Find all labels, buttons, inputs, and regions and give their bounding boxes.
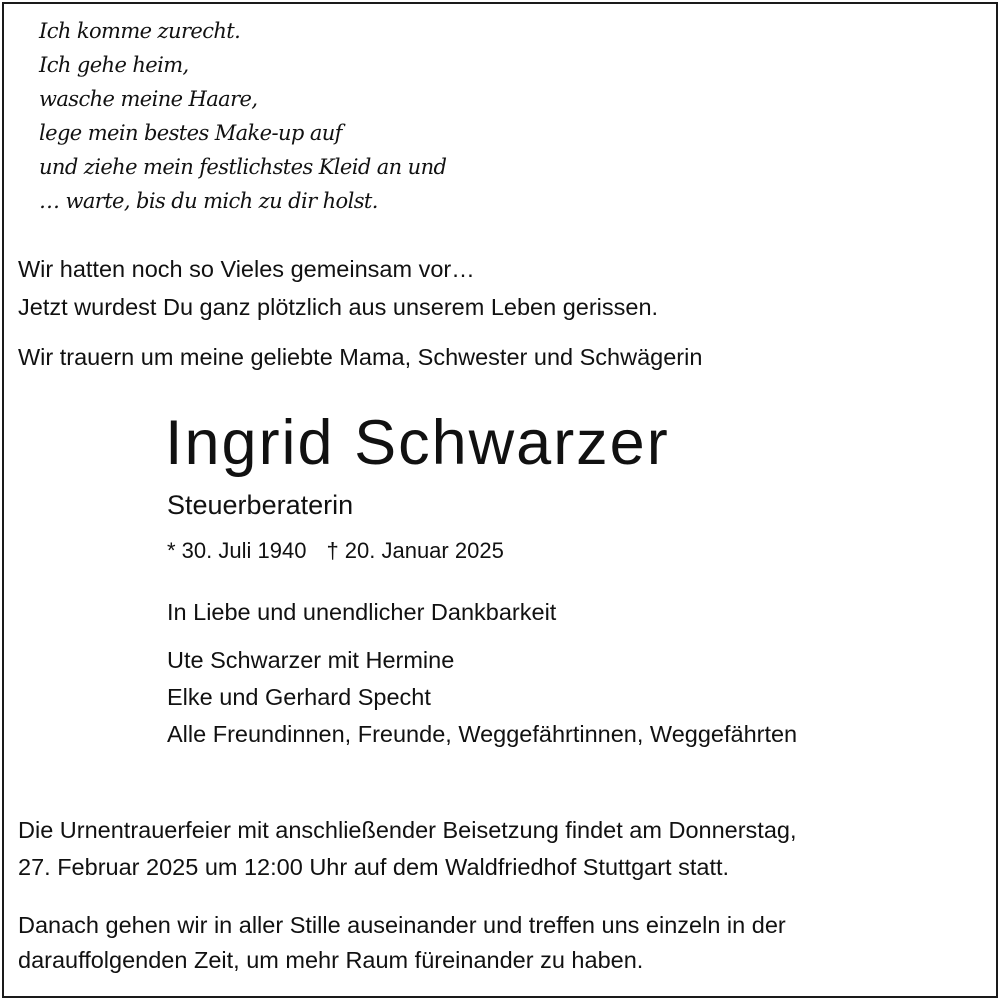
ceremony-line-1: Die Urnentrauerfeier mit anschließender Beisetzung findet am Donnerstag, [18,817,797,843]
poem [39,14,446,218]
closing-line-1: Danach gehen wir in aller Stille auseinander und treffen uns einzeln in der [18,912,786,938]
poem-line: Ich komme zurecht. [39,19,241,43]
deceased-profession: Steuerberaterin [167,490,354,520]
death-date: † 20. Januar 2025 [326,538,504,563]
dedication: In Liebe und unendlicher Dankbarkeit [167,599,557,625]
poem-line: wasche meine Haare, [39,87,258,111]
mourner-name: Elke und Gerhard Specht [167,684,431,710]
mourner-name: Ute Schwarzer mit Hermine [167,647,455,673]
intro-line-2: Jetzt wurdest Du ganz plötzlich aus unserem Leben gerissen. [18,294,659,320]
ceremony-line-2: 27. Februar 2025 um 12:00 Uhr auf dem Waldfriedhof Stuttgart statt. [18,854,730,880]
obituary-notice [2,2,998,998]
poem-line: … warte, bis du mich zu dir holst. [39,189,378,213]
poem-line: und ziehe mein festlichstes Kleid an und [39,155,447,179]
deceased-name: Ingrid Schwarzer [165,408,670,478]
birth-date: * 30. Juli 1940 [167,538,307,563]
mourner-name: Alle Freundinnen, Freunde, Weggefährtinnen, Weggefährten [167,721,798,747]
poem-line: lege mein bestes Make-up auf [39,121,342,145]
closing-line-2: darauffolgenden Zeit, um mehr Raum füreinander zu haben. [18,947,644,973]
life-dates [167,540,504,562]
intro-line-1: Wir hatten noch so Vieles gemeinsam vor… [18,256,475,282]
poem-line: Ich gehe heim, [39,53,189,77]
intro-line-3: Wir trauern um meine geliebte Mama, Schwester und Schwägerin [18,344,703,370]
